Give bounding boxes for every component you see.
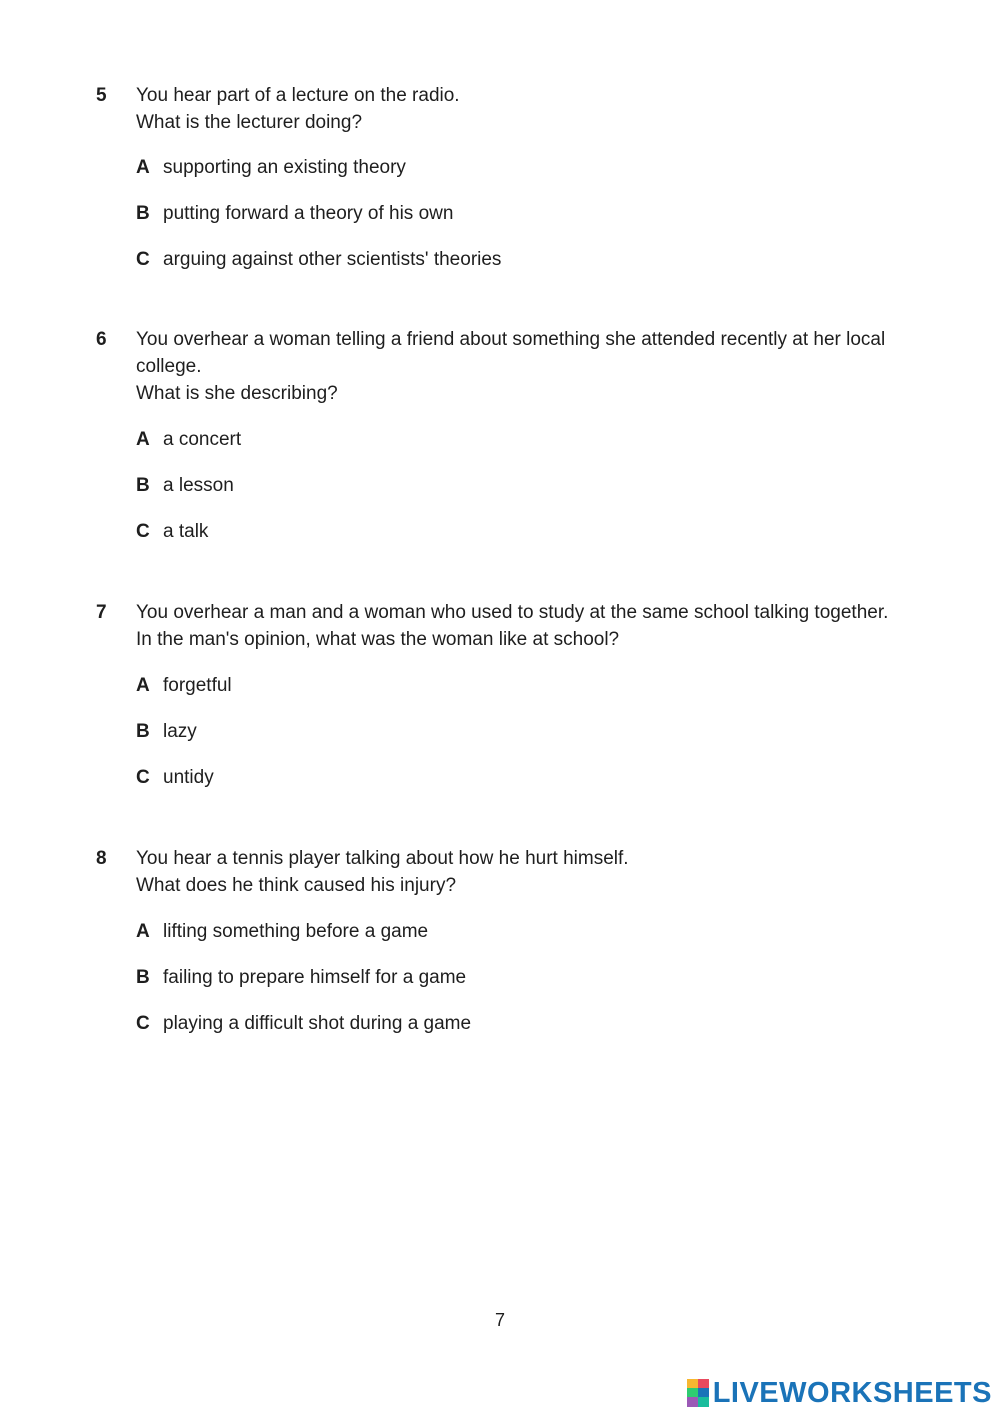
page-number: 7 [494,1310,505,1330]
option-text: a talk [163,521,209,542]
option-a[interactable] [136,918,428,945]
option-text: failing to prepare himself for a game [163,967,467,988]
option-text: arguing against other scientists' theories [163,249,502,270]
question-stem [136,599,916,653]
option-a[interactable] [136,426,241,453]
option-text: putting forward a theory of his own [163,203,454,224]
question-line: You hear part of a lecture on the radio. [136,85,460,106]
question-number: 7 [96,602,107,623]
option-letter: B [136,475,150,496]
option-b[interactable] [136,718,197,745]
question-line: You overhear a woman telling a friend about something she attended recently at her local [136,329,886,350]
question-number: 5 [96,85,107,106]
option-text: playing a difficult shot during a game [163,1013,472,1034]
option-c[interactable] [136,518,208,545]
question-line: What does he think caused his injury? [136,875,457,896]
option-c[interactable] [136,1010,471,1037]
question-line: college. [136,356,202,377]
option-letter: B [136,967,150,988]
option-letter: A [136,429,150,450]
option-b[interactable] [136,200,453,227]
option-text: untidy [163,767,214,788]
option-text: a concert [163,429,242,450]
question-stem [136,82,916,136]
question-line: What is the lecturer doing? [136,112,363,133]
option-letter: A [136,157,150,178]
question-line: In the man's opinion, what was the woman like at school? [136,629,620,650]
question-line: You hear a tennis player talking about how he hurt himself. [136,848,629,869]
liveworksheets-logo-icon [687,1379,709,1407]
option-b[interactable] [136,472,234,499]
option-letter: A [136,921,150,942]
question-line: What is she describing? [136,383,338,404]
option-letter: C [136,249,150,270]
question-stem [136,326,916,407]
option-text: forgetful [163,675,232,696]
option-text: supporting an existing theory [163,157,406,178]
option-letter: B [136,721,150,742]
liveworksheets-brand[interactable] [687,1376,992,1410]
option-text: lazy [163,721,197,742]
option-b[interactable] [136,964,466,991]
question-line: You overhear a man and a woman who used to study at the same school talking together. [136,602,889,623]
option-text: lifting something before a game [163,921,429,942]
question-number: 6 [96,329,107,350]
option-text: a lesson [163,475,234,496]
question-stem [136,845,916,899]
option-letter: B [136,203,150,224]
option-letter: C [136,521,150,542]
option-letter: A [136,675,150,696]
option-letter: C [136,1013,150,1034]
question-number: 8 [96,848,107,869]
brand-name: LIVEWORKSHEETS [712,1376,992,1409]
option-a[interactable] [136,154,406,181]
option-letter: C [136,767,150,788]
option-a[interactable] [136,672,232,699]
option-c[interactable] [136,246,501,273]
option-c[interactable] [136,764,214,791]
